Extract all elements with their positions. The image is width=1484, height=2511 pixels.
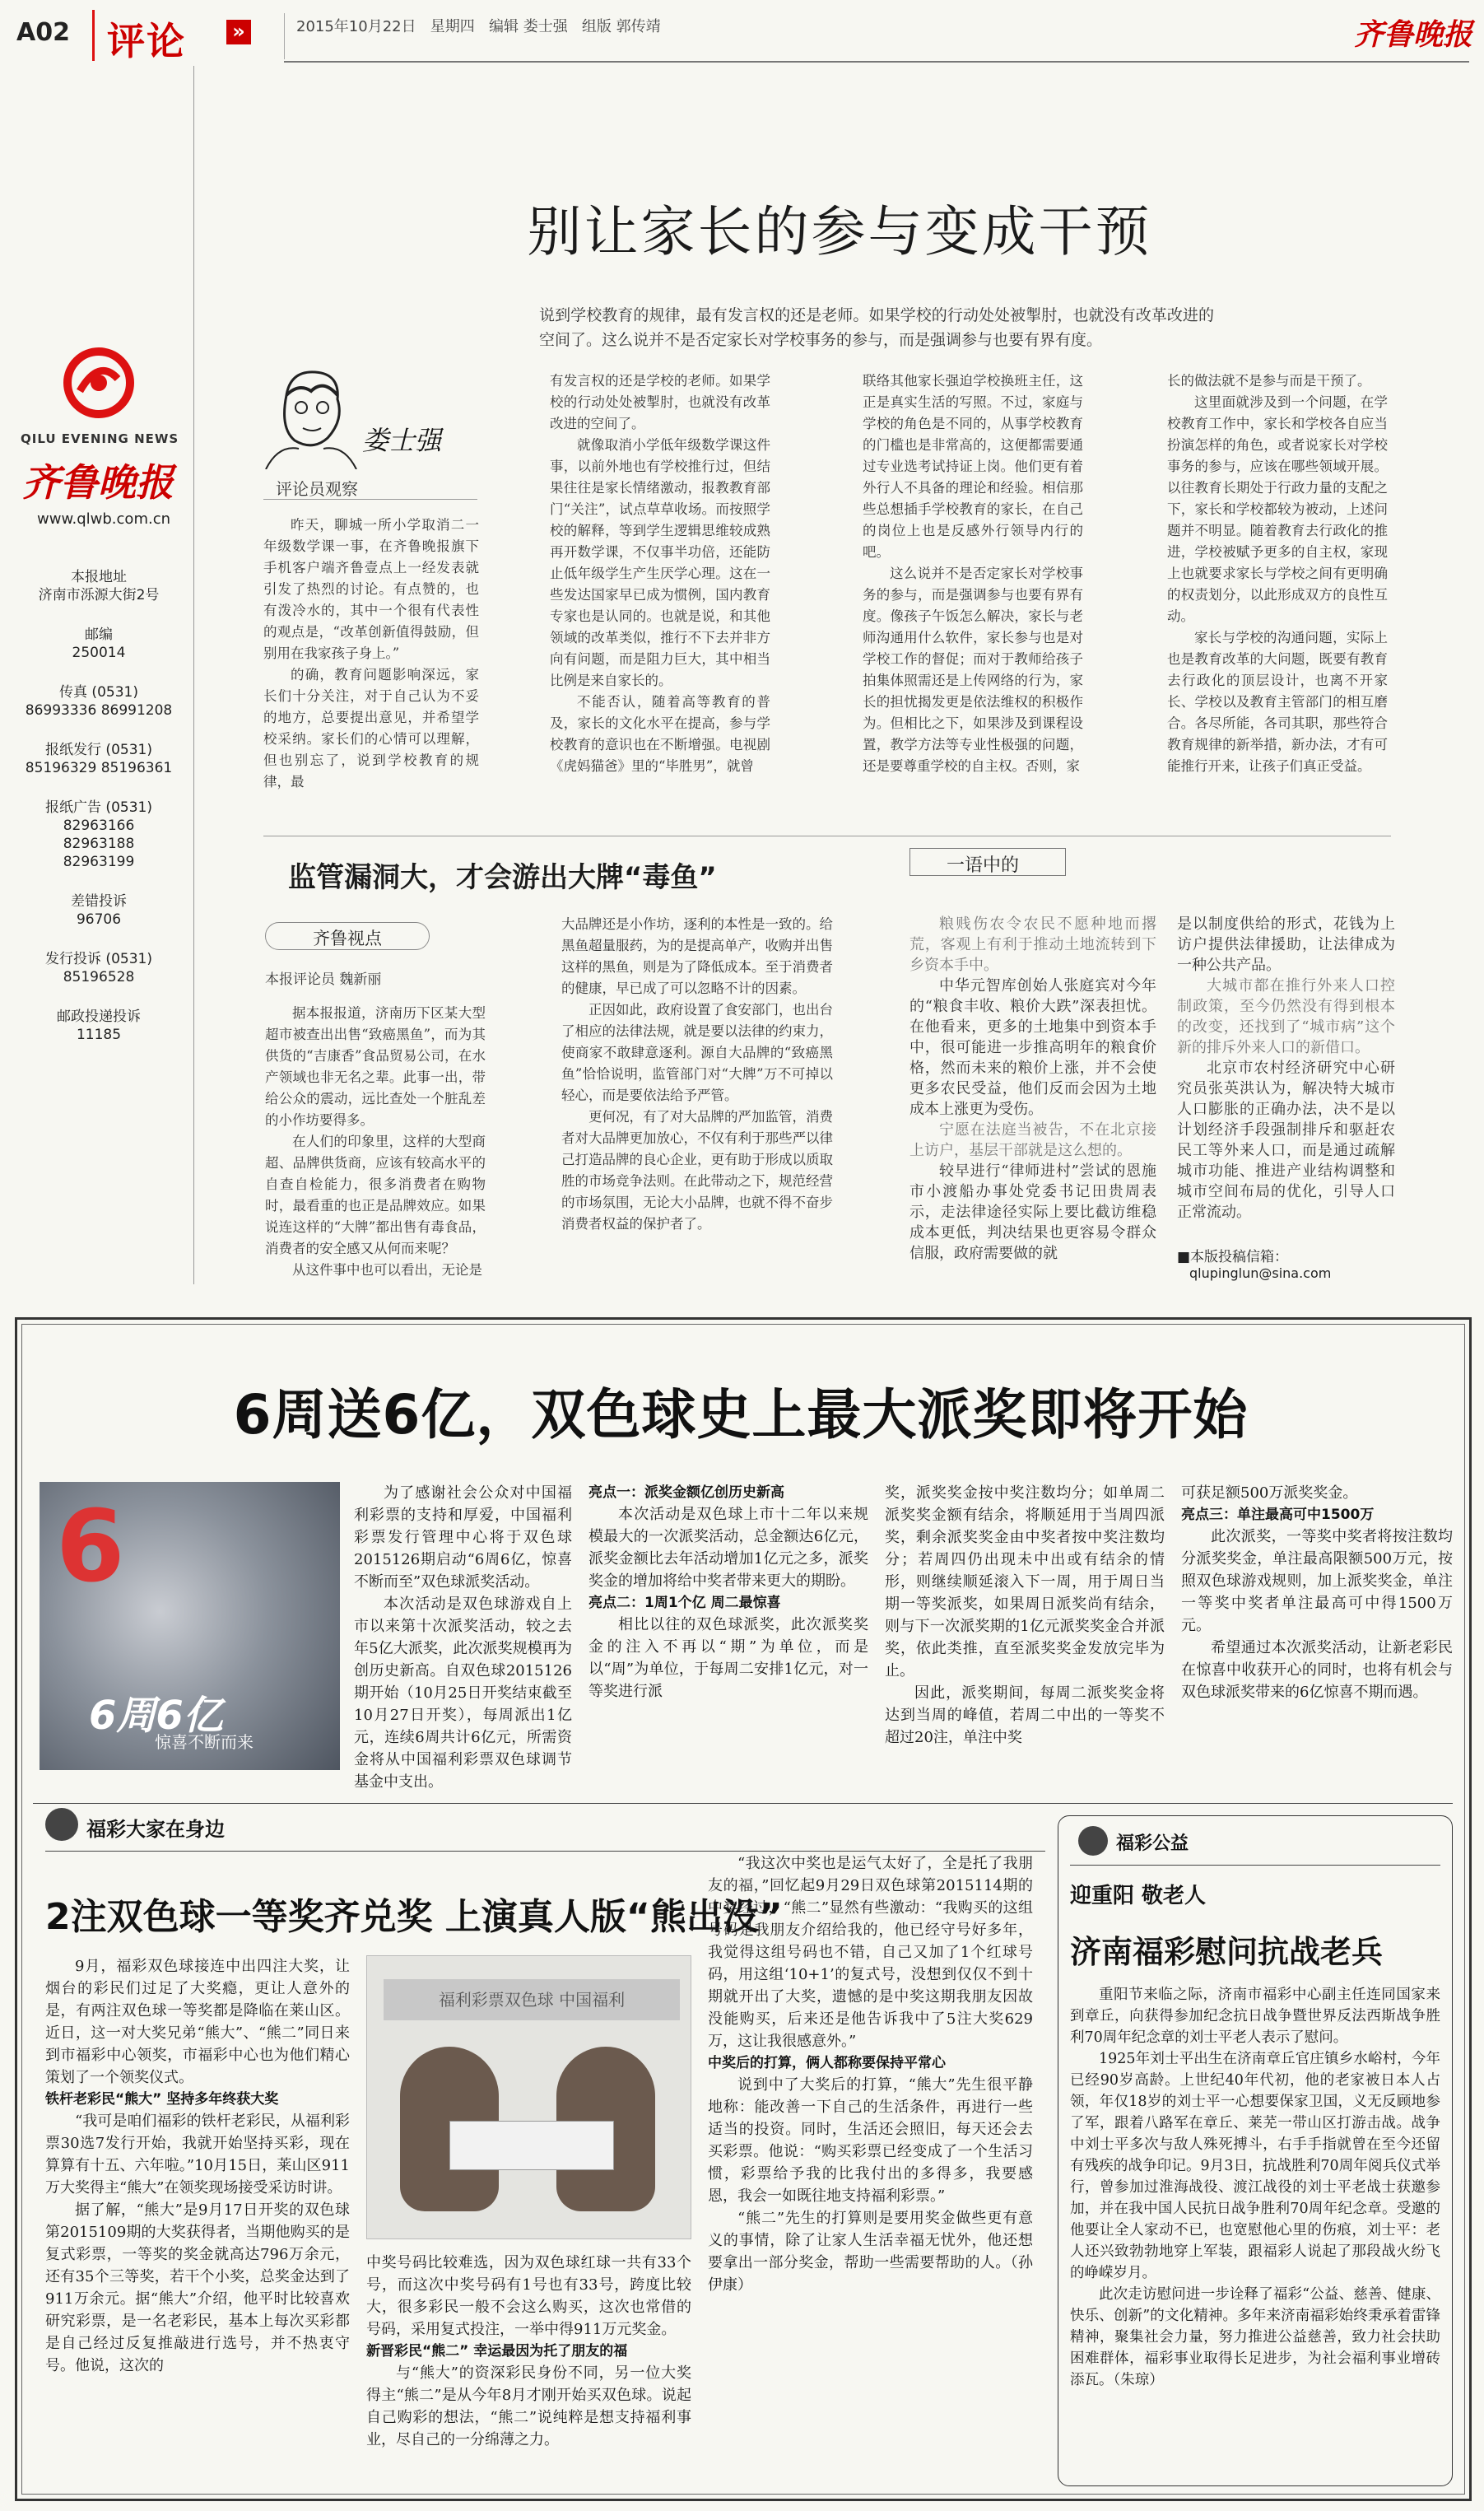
lottery-col-2: 亮点一：派奖金额亿创历史新高 本次活动是双色球上市十二年以来规模最大的一次派奖活动，总金额达6亿元，派奖金额比去年活动增加1亿元之多，派奖奖金的增加将给中奖者带来更大的期盼。 亮点二：1周1个亿 周二最惊喜 相比以往的双色球派奖，此次派奖奖金的注入不再以“期”为单位，而是以“周”为单位，于每周二安排1亿元，对一等奖进行派 <box>588 1484 868 1700</box>
sidebar <box>12 329 185 1260</box>
editorial-lede: 说到学校教育的规律，最有发言权的还是老师。如果学校的行动处处被掣肘，也就没有改革改进的空间了。这么说并不是否定家长对学校事务的参与，而是强调参与也要有界有度。 <box>539 306 1214 349</box>
poster-sub-text: 惊喜不断而来 <box>155 1732 254 1752</box>
second-col-2: 大品牌还是小作坊，逐利的本性是一致的。给黑鱼超量服药，为的是提高单产，收购并出售这样的黑鱼，则是为了降低成本。至于消费者的健康，早已成了可以忽略不计的因素。 正因如此，政府设置了食安部门，也出台了相应的法律法规，就是要以法律的约束力，使商家不敢肆意逐利。源自大品牌的“致癌黑鱼”恰恰说明，监管部门对“大牌”万不可掉以轻心，而是要依法给予严管。 更何况，有了对大品牌的严加监管，消费者对大品牌更加放心，不仅有利于那些严以律己打造品牌的良心企业，更有助于形成以质取胜的市场竞争法则。在此带动之下，规范经营的市场氛围，无论大小品牌，也就不得不奋步消费者权益的保护者了。 <box>561 916 833 1232</box>
sidebar-divider <box>193 66 194 1284</box>
lottery-col-3: 奖，派奖奖金按中奖注数均分；如单周二派奖奖金额有结余，将顺延用于当周四派奖，剩余派奖奖金由中奖者按中奖注数均分；若周四仍出现未中出或有结余的情形，则继续顺延滚入下一周，用于周日当期一等奖派奖，如果周日派奖尚有结余，则与下一次派奖期的1亿元派奖奖金合并派奖，依此类推，直至派奖奖金发放完毕为止。 因此，派奖期间，每周二派奖奖金将达到当周的峰值，若周二中出的一等奖不超过20注，单注中奖 <box>885 1484 1165 1746</box>
poster-badge: 6 <box>56 1490 125 1605</box>
editorial-col-3: 联络其他家长强迫学校换班主任，这正是真实生活的写照。不过，家庭与学校的角色是不同的，从事学校教育的门槛也是非常高的，这便都需要通过专业选考试持证上岗。他们更有着外行人不具备的理论和经验。相信那些总想插手学校教育的家长，在自己的岗位上也是反感外行领导内行的吧。 这么说并不是否定家长对学校事务的参与，而是强调参与也要有界有度。像孩子午饭怎么解决，家长与老师沟通用什么软件，家长参与也是对学校工作的督促；而对于教师给孩子拍集体照需还是上传网络的行为，家长的担忧揭发更是依法维权的积极作为。但相比之下，如果涉及到课程设置，教学方法等专业性极强的问题，还是要尊重学校的自主权。否则，家 <box>863 373 1083 774</box>
info-item: 邮编 250014 <box>72 627 126 661</box>
header-vrule <box>284 13 285 59</box>
yiyu-col-2: 是以制度供给的形式，花钱为上访户提供法律援助，让法律成为一种公共产品。 大城市都在推行外来人口控制政策，至今仍然没有得到根本的改变，还找到了“城市病”这个新的排斥外来人口的新借口。 北京市农村经济研究中心研究员张英洪认为，解决特大城市人口膨胀的正确办法，决不是以计划经济手段强制排斥和驱赶农民工等外来人口，而是通过疏解城市功能、推进产业结构调整和城市空间布局的优化，引导人口正常流动。 <box>1177 915 1395 1221</box>
gongyi-tag-rule <box>1070 1865 1440 1866</box>
logo-emblem <box>62 346 136 420</box>
column-tag: 评论员观察 <box>276 479 358 499</box>
fucai-tag: 福彩大家在身边 <box>86 1818 225 1841</box>
header-underline <box>284 61 1469 63</box>
editorial-col-1: 昨天，聊城一所小学取消二一年级数学课一事，在齐鲁晚报旗下手机客户端齐鲁壹点上一经发表就引发了热烈的讨论。有点赞的，也有泼冷水的，其中一个很有代表性的观点是，“改革创新值得鼓励，但别用在我家孩子身上。” 的确，教育问题影响深远，家长们十分关注，对于自己认为不妥的地方，总要提出意见，并希望学校采纳。家长们的心情可以理解，但也别忘了，说到学校教育的规律，最 <box>263 517 479 790</box>
editorial-headline: 别让家长的参与变成干预 <box>527 200 1152 263</box>
weekday: 星期四 <box>430 18 475 35</box>
fucai-tag-rule <box>45 1851 1045 1852</box>
page-number: A02 <box>16 18 70 47</box>
info-item: 发行投诉 (0531) 85196528 <box>45 951 152 985</box>
info-list <box>12 568 185 1044</box>
editorial-col-4: 长的做法就不是参与而是干预了。 这里面就涉及到一个问题，在学校教育工作中，家长和学校各自应当扮演怎样的角色，或者说家长对学校事务的参与，应该在哪些领域开展。以往教育长期处于行政力量的支配之下，家长和学校都较为被动，上述问题并不明显。随着教育去行政化的推进，学校被赋予更多的自主权，家现上也就要求家长与学校之间有更明确的权责划分，以此形成双方的良性互动。 家长与学校的沟通问题，实际上也是教育改革的大问题，既要有教育去行政化的顶层设计，也离不开家长、学校以及教育主管部门的相互磨合。各尽所能，各司其职，那些符合教育规律的新举措，新办法，才有可能推行开来，让孩子们真正受益。 <box>1167 373 1388 774</box>
info-item: 报纸发行 (0531) 85196329 85196361 <box>25 742 173 776</box>
contact-label: ■本版投稿信箱： <box>1177 1249 1289 1265</box>
lottery-poster <box>40 1482 340 1770</box>
layout-editor: 组版 郭传靖 <box>581 18 661 35</box>
section-arrow-icon: » <box>226 20 251 44</box>
info-item: 报纸广告 (0531) 82963166 82963188 82963199 <box>45 799 152 870</box>
lottery-col-1: 为了感谢社会公众对中国福利彩票的支持和厚爱，中国福利彩票发行管理中心将于双色球2015126期启动“6周6亿，惊喜不断而至”双色球派奖活动。 本次活动是双色球游戏自上市以来第十次派奖活动，较之去年5亿大派奖，此次派奖规模再为创历史新高。自双色球2015126期开始（10月25日开奖结束截至10月27日开奖），每周派出1亿元，连续6周共计6亿元，所需资金将从中国福利彩票双色球调节基金中支出。 <box>354 1484 572 1791</box>
info-item: 本报地址 济南市泺源大街2号 <box>38 569 160 603</box>
prize-cheque <box>449 2121 614 2170</box>
fucai-photo <box>366 1955 691 2239</box>
second-col-1: 据本报报道，济南历下区某大型超市被查出出售“致癌黑鱼”，而为其供货的“吉康香”食品贸易公司，在水产领域也非无名之辈。此事一出，带给公众的震动，远比查处一个脏乱差的小作坊要得多。 在人们的印象里，这样的大型商超、品牌供货商，应该有较高水平的自查自检能力，很多消费者在购物时，最看重的也正是品牌效应。如果说连这样的“大牌”都出售有毒食品，消费者的安全感又从何而来呢？ 从这件事中也可以看出，无论是 <box>265 1005 486 1278</box>
fucai-headline: 2注双色球一等奖齐兑奖 上演真人版“熊出没” <box>45 1896 783 1938</box>
brand-wordmark: 齐鲁晚报 <box>1354 17 1473 52</box>
author-portrait <box>262 362 361 469</box>
poster-main-text: 6周6亿 <box>89 1693 223 1739</box>
yiyu-title: 一语中的 <box>947 855 1020 876</box>
second-byline: 本报评论员 魏新丽 <box>265 971 382 988</box>
second-column-tag: 齐鲁视点 <box>313 929 382 948</box>
info-item: 传真 (0531) 86993336 86991208 <box>25 684 173 719</box>
gongyi-body: 重阳节来临之际，济南市福彩中心副主任连同国家来到章丘，向获得参加纪念抗日战争暨世界反法西斯战争胜利70周年纪念章的刘士平老人表示了慰问。 1925年刘士平出生在济南章丘官庄镇乡水峪村，今年已经90岁高龄。上世纪40年代初，他的老家被日本人占领，年仅18岁的刘士平一心想要保家卫国，义无反顾地参了军，跟着八路军在章丘、莱芜一带山区打游击战。战争中刘士平多次与敌人殊死搏斗，右手手指就曾在至今还留有残疾的战争印记。9月3日，抗战胜利70周年阅兵仪式举行，曾参加过淮海战役、渡江战役的刘士平老战士获邀参加，并在我中国人民抗日战争胜利70周年纪念章。受邀的他要让全人家动不已，也宽慰他心里的伤痕，刘士平：老人还兴致勃勃地穿上军装，跟福彩人说起了那段战火纷飞的峥嵘岁月。 此次走访慰问进一步诠释了福彩“公益、慈善、健康、快乐、创新”的文化精神。多年来济南福彩始终秉承着雷锋精神，聚集社会力量，努力推进公益慈善，致力社会扶助困难群体，福彩事业取得长足进步，为社会福利事业增砖添瓦。（朱琼） <box>1070 1987 1440 2388</box>
lottery-divider <box>33 1803 1453 1804</box>
header-divider <box>92 10 95 61</box>
author-signature: 娄士强 <box>362 425 442 456</box>
fucai-col-1: 9月，福彩双色球接连中出四注大奖，让烟台的彩民们过足了大奖瘾，更让人意外的是，有两注双色球一等奖都是降临在莱山区。近日，这一对大奖兄弟“熊大”、“熊二”同日来到市福彩中心领奖，市福彩中心也为他们精心策划了一个领奖仪式。 铁杆老彩民“熊大” 坚持多年终获大奖 “我可是咱们福彩的铁杆老彩民，从福利彩票30选7发行开始，我就开始坚持买彩，现在算算有十五、六年啦。”10月15日，莱山区911万大奖得主“熊大”在领奖现场接受采访时讲。 据了解，“熊大”是9月17日开奖的双色球第2015109期的大奖获得者，当期他购买的是复式彩票，一等奖的奖金就高达796万余元，还有35个三等奖，若干个小奖，总奖金达到了911万余元。据“熊大”介绍，他平时比较喜欢研究彩票，是一名老彩民，基本上每次买彩都是自己经过反复推敲进行选号，并不热衷守号。他说，这次的 <box>45 1958 350 2374</box>
section-title: 评论 <box>107 19 186 63</box>
gongyi-headline: 济南福彩慰问抗战老兵 <box>1070 1934 1384 1970</box>
photo-banner: 福利彩票双色球 中国福利 <box>384 1979 680 2020</box>
column-tag-rule <box>263 499 477 500</box>
gongyi-kicker: 迎重阳 敬老人 <box>1070 1884 1207 1908</box>
editor: 编辑 娄士强 <box>488 18 568 35</box>
editorial-col-2: 有发言权的还是学校的老师。如果学校的行动处处被掣肘，也就没有改革改进的空间了。 就像取消小学低年级数学课这件事，以前外地也有学校推行过，但结果往往是家长情绪激动，报教教育部门“关注”，试点草草收场。而按照学校的解释，等到学生逻辑思维较成熟再开数学课，不仅事半功倍，还能防止低年级学生产生厌学心理。这在一些发达国家早已成为惯例，国内教育专家也是认同的。也就是说，和其他领域的改革类似，推行不下去并非方向有问题，而是阻力巨大，其中相当比例是来自家长的。 不能否认，随着高等教育的普及，家长的文化水平在提高，参与学校教育的意识也在不断增强。电视剧《虎妈猫爸》里的“毕胜男”，就曾 <box>550 373 770 774</box>
fucai-col-3: “我这次中奖也是运气太好了，全是托了我朋友的福，”回忆起9月29日双色球第2015114期的中奖经过，“熊二”显然有些激动：“我购买的这组号码是我朋友介绍给我的，他已经守号好多年，我觉得这组号码也不错，自己又加了1个红球号码，用这组‘10+1’的复式号，没想到仅仅不到十期就开出了大奖，遗憾的是中奖这期我朋友因故没能购买，后来还是他告诉我中了5注大奖629万，这让我很感意外。” 中奖后的打算，俩人都称要保持平常心 说到中了大奖后的打算，“熊大”先生很平静地称：能改善一下自己的生活条件，再进行一些适当的投资。同时，生活还会照旧，每天还会去买彩票。他说：“购买彩票已经变成了一个生活习惯，彩票给予我的比我付出的多得多，我要感恩，我会一如既往地支持福利彩票。” “熊二”先生的打算则是要用奖金做些更有意义的事情，除了让家人生活幸福无忧外，他还想要拿出一部分奖金，帮助一些需要帮助的人。（孙伊康） <box>708 1855 1033 2294</box>
gongyi-tag: 福彩公益 <box>1116 1833 1189 1854</box>
fucai-logo-icon <box>45 1808 78 1841</box>
issue-date: 2015年10月22日 <box>296 18 416 35</box>
logo-chinese: 齐鲁晚报 <box>22 460 174 505</box>
contact-email[interactable]: qlupinglun@sina.com <box>1189 1265 1332 1281</box>
gongyi-logo-icon <box>1078 1826 1108 1856</box>
info-item: 邮政投递投诉 11185 <box>57 1009 141 1043</box>
lottery-col-4: 可获足额500万派奖奖金。 亮点三：单注最高可中1500万 此次派奖，一等奖中奖者将按注数均分派奖奖金，单注最高限额500万元，按照双色球游戏规则，加上派奖奖金，单注一等奖中奖者单注最高可中得1500万元。 希望通过本次派奖活动，让新老彩民在惊喜中收获开心的同时，也将有机会与双色球派奖带来的6亿惊喜不期而遇。 <box>1181 1484 1453 1701</box>
lottery-headline: 6周送6亿，双色球史上最大派奖即将开始 <box>233 1383 1249 1447</box>
website-link[interactable]: www.qlwb.com.cn <box>37 510 170 528</box>
second-headline: 监管漏洞大，才会游出大牌“毒鱼” <box>288 861 717 894</box>
header-meta <box>296 15 661 36</box>
yiyu-col-1: 粮贱伤农令农民不愿种地而撂荒，客观上有利于推动土地流转到下乡资本手中。 中华元智库创始人张庭宾对今年的“粮食丰收、粮价大跌”深表担忧。在他看来，更多的土地集中到资本手中，很可能进一步推高明年的粮食价格，然而未来的粮价上涨，并不会使更多农民受益，他们反而会因为土地成本上涨更为受伤。 宁愿在法庭当被告，不在北京接上访户，基层干部就是这么想的。 较早进行“律师进村”尝试的恩施市小渡船办事处党委书记田贵周表示，走法律途径实际上要比截访维稳成本更低，判决结果也更容易令群众信服，政府需要做的就 <box>909 915 1156 1262</box>
info-item: 差错投诉 96706 <box>71 893 127 928</box>
logo-english: QILU EVENING NEWS <box>21 431 179 446</box>
fucai-col-2: 中奖号码比较难选，因为双色球红球一共有33个号，而这次中奖号码有1号也有33号，跨度比较大，很多彩民一般不会这么购买，这次也常借的号码，采用复式投注，一举中得911万元奖金。 新晋彩民“熊二” 幸运最因为托了朋友的福 与“熊大”的资深彩民身份不同，另一位大奖得主“熊二”是从今年8月才刚开始买双色球。说起自己购彩的想法，“熊二”说纯粹是想支持福利事业，尽自己的一分绵薄之力。 <box>366 2254 691 2448</box>
